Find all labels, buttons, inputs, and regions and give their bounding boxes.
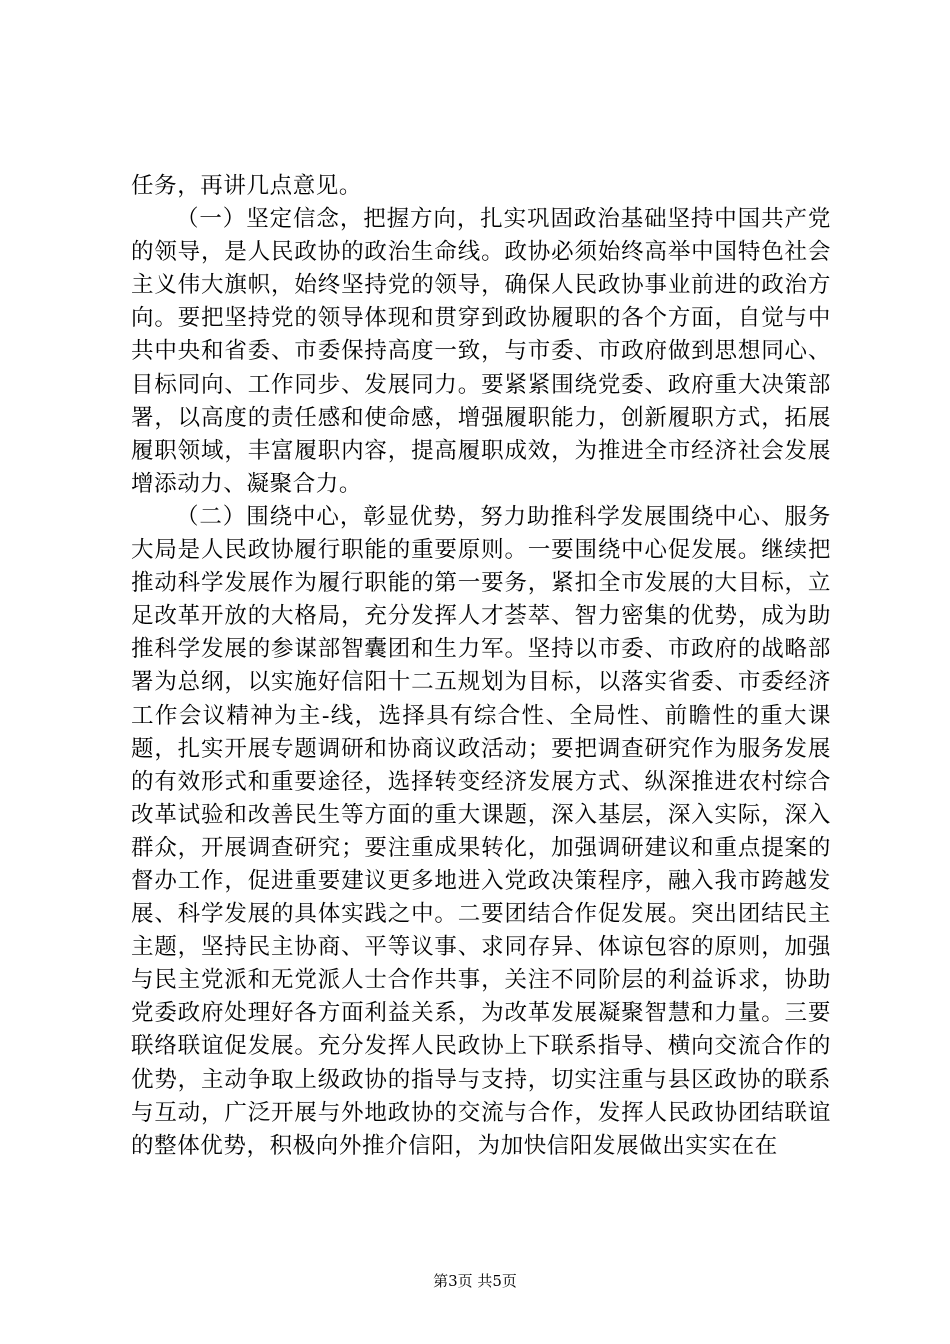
paragraph-section-two: （二）围绕中心，彰显优势，努力助推科学发展围绕中心、服务大局是人民政协履行职能的重要原则。一要围绕中心促发展。继续把推动科学发展作为履行职能的第一要务，紧扣全市发展的大目标，立足改革开放的大格局，充分发挥人才荟萃、智力密集的优势，成为助推科学发展的参谋部智囊团和生力军。坚持以市委、市政府的战略部署为总纲，以实施好信阳十二五规划为目标，以落实省委、市委经济工作会议精神为主-线，选择具有综合性、全局性、前瞻性的重大课题，扎实开展专题调研和协商议政活动；要把调查研究作为服务发展的有效形式和重要途径，选择转变经济发展方式、纵深推进农村综合改革试验和改善民生等方面的重大课题，深入基层，深入实际，深入群众，开展调查研究；要注重成果转化，加强调研建议和重点提案的督办工作，促进重要建议更多地进入党政决策程序，融入我市跨越发展、科学发展的具体实践之中。二要团结合作促发展。突出团结民主主题，坚持民主协商、平等议事、求同存异、体谅包容的原则，加强与民主党派和无党派人士合作共事，关注不同阶层的利益诉求，协助党委政府处理好各方面利益关系，为改革发展凝聚智慧和力量。三要联络联谊促发展。充分发挥人民政协上下联系指导、横向交流合作的优势，主动争取上级政协的指导与支持，切实注重与县区政协的联系与互动，广泛开展与外地政协的交流与合作，发挥人民政协团结联谊的整体优势，积极向外推介信阳，为加快信阳发展做出实实在在 bbox=[131, 503, 831, 1159]
paragraph-section-one: （一）坚定信念，把握方向，扎实巩固政治基础坚持中国共产党的领导，是人民政协的政治生命线。政协必须始终高举中国特色社会主义伟大旗帜，始终坚持党的领导，确保人民政协事业前进的政治方向。要把坚持党的领导体现和贯穿到政协履职的各个方面，自觉与中共中央和省委、市委保持高度一致，与市委、市政府做到思想同心、目标同向、工作同步、发展同力。要紧紧围绕党委、政府重大决策部署，以高度的责任感和使命感，增强履职能力，创新履职方式，拓展履职领域，丰富履职内容，提高履职成效，为推进全市经济社会发展增添动力、凝聚合力。 bbox=[131, 206, 831, 497]
page-number-footer: 第3页 共5页 bbox=[433, 1272, 517, 1290]
document-body bbox=[131, 170, 831, 1163]
paragraph-continuation: 任务，再讲几点意见。 bbox=[131, 173, 363, 199]
